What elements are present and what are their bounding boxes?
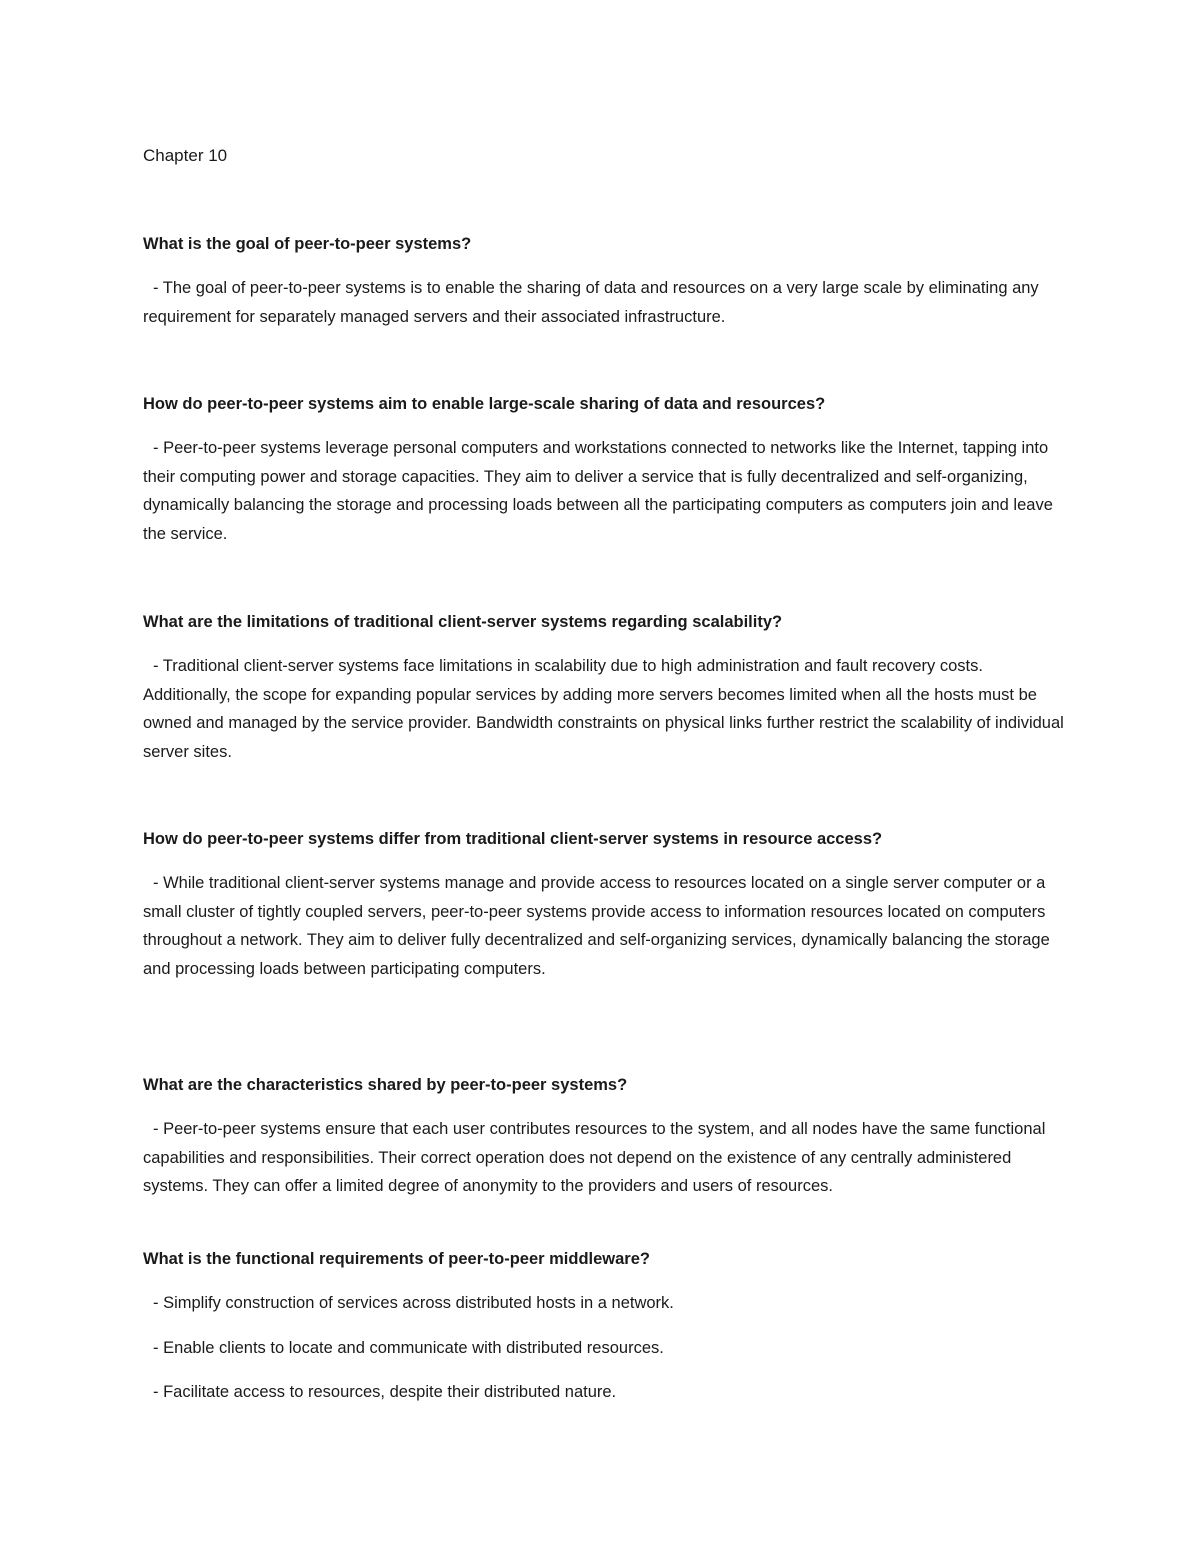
list-item	[143, 1378, 1073, 1407]
question-heading: How do peer-to-peer systems differ from traditional client-server systems in resource access?	[143, 830, 883, 848]
answer-body: - Traditional client-server systems face limitations in scalability due to high administration and fault recovery costs. Additionally, the scope for expanding popular services by adding more servers becomes limited when all the hosts must be owned and managed by the service provider. Bandwidth constraints on physical links further restrict the scalability of individual server sites.	[143, 657, 1064, 762]
question-heading: How do peer-to-peer systems aim to enable large-scale sharing of data and resources?	[143, 395, 826, 413]
qa-section-large-scale-sharing	[143, 390, 1073, 549]
answer-text	[143, 652, 1073, 767]
question-heading: What is the goal of peer-to-peer systems?	[143, 235, 472, 253]
question-heading: What is the functional requirements of peer-to-peer middleware?	[143, 1250, 650, 1268]
answer-body: - The goal of peer-to-peer systems is to enable the sharing of data and resources on a very large scale by eliminating any requirement for separately managed servers and their associated infrastructure.	[143, 279, 1039, 326]
list-item-text: - Simplify construction of services across distributed hosts in a network.	[153, 1294, 674, 1312]
question-heading: What are the characteristics shared by peer-to-peer systems?	[143, 1076, 628, 1094]
qa-section-resource-access	[143, 825, 1073, 984]
answer-body: - While traditional client-server systems manage and provide access to resources located on a single server computer or a small cluster of tightly coupled servers, peer-to-peer systems provide access to information resources located on computers throughout a network. They aim to deliver fully decentralized and self-organizing services, dynamically balancing the storage and processing loads between participating computers.	[143, 874, 1050, 979]
list-item	[143, 1334, 1073, 1363]
question-heading: What are the limitations of traditional client-server systems regarding scalability?	[143, 613, 783, 631]
answer-body: - Peer-to-peer systems leverage personal computers and workstations connected to networks like the Internet, tapping into their computing power and storage capacities. They aim to deliver a service that is fully decentralized and self-organizing, dynamically balancing the storage and processing loads between all the participating computers as computers join and leave the service.	[143, 439, 1053, 544]
qa-section-goal	[143, 230, 1073, 331]
list-item-text: - Facilitate access to resources, despite their distributed nature.	[153, 1383, 617, 1402]
qa-section-client-server-limitations	[143, 608, 1073, 767]
answer-text	[143, 434, 1073, 549]
list-item	[143, 1289, 1073, 1318]
chapter-title: Chapter 10	[143, 146, 228, 165]
answer-text	[143, 869, 1073, 984]
qa-section-shared-characteristics	[143, 1071, 1073, 1201]
list-item-text: - Enable clients to locate and communicate with distributed resources.	[153, 1338, 664, 1357]
answer-body: - Peer-to-peer systems ensure that each user contributes resources to the system, and all nodes have the same functional capabilities and responsibilities. Their correct operation does not depend on the existence of any centrally administered systems. They can offer a limited degree of anonymity to the providers and users of resources.	[143, 1120, 1046, 1196]
qa-section-middleware-requirements	[143, 1245, 1073, 1407]
answer-text	[143, 274, 1073, 331]
answer-text	[143, 1115, 1073, 1201]
